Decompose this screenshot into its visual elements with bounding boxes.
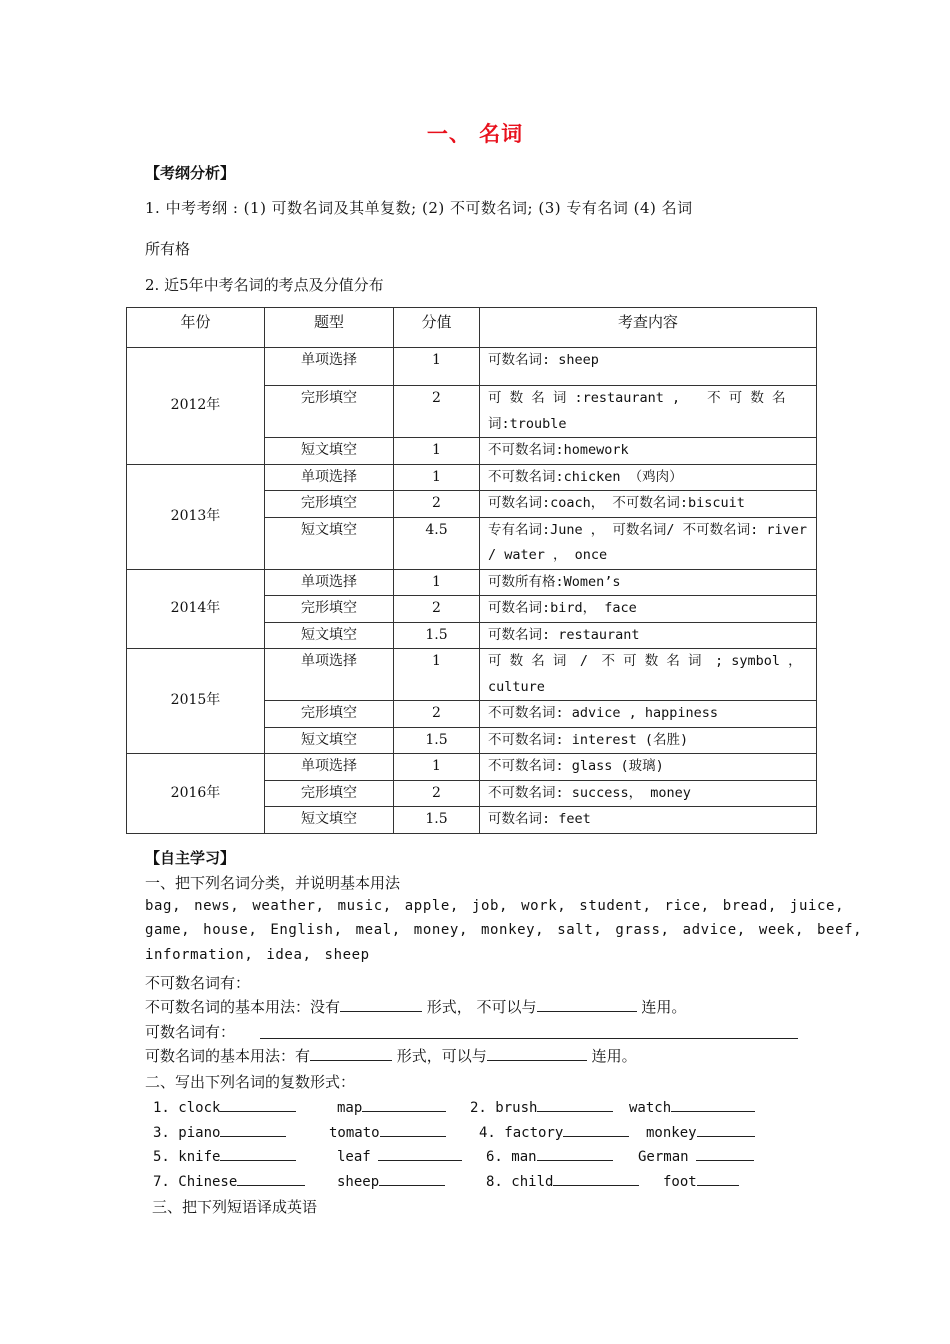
- plural-blank[interactable]: [697, 1122, 755, 1137]
- plural-item: 6. man: [486, 1146, 613, 1165]
- score-cell: 2: [394, 491, 480, 518]
- content-cell: 可数名词: restaurant: [480, 622, 817, 649]
- plural-blank[interactable]: [362, 1097, 446, 1112]
- score-cell: 1: [394, 569, 480, 596]
- header-year: 年份: [127, 308, 265, 348]
- plural-blank[interactable]: [697, 1171, 739, 1186]
- score-cell: 1: [394, 464, 480, 491]
- type-cell: 单项选择: [265, 569, 394, 596]
- type-cell: 完形填空: [265, 701, 394, 728]
- score-cell: 1: [394, 649, 480, 701]
- plural-item: watch: [629, 1097, 755, 1116]
- type-cell: 单项选择: [265, 348, 394, 386]
- uncountable-usage-text-c: 连用。: [636, 998, 687, 1016]
- header-score: 分值: [394, 308, 480, 348]
- plural-item: map: [337, 1097, 446, 1116]
- type-cell: 单项选择: [265, 464, 394, 491]
- content-cell: 不可数名词: glass (玻璃): [480, 754, 817, 781]
- syllabus-item-1-cont: 所有格: [145, 240, 191, 258]
- plural-item: monkey: [646, 1122, 755, 1141]
- plural-item: 5. knife: [153, 1146, 296, 1165]
- uncountable-usage-text-b: 形式， 不可以与: [422, 998, 537, 1016]
- score-cell: 2: [394, 596, 480, 623]
- word-list-line-3: information, idea, sheep: [145, 947, 370, 963]
- plural-blank[interactable]: [220, 1097, 296, 1112]
- score-cell: 1.5: [394, 727, 480, 754]
- plural-item: 7. Chinese: [153, 1171, 305, 1190]
- plural-blank[interactable]: [563, 1122, 629, 1137]
- question-1-title: 一、把下列名词分类，并说明基本用法: [145, 874, 401, 892]
- type-cell: 完形填空: [265, 596, 394, 623]
- header-type: 题型: [265, 308, 394, 348]
- score-distribution-table: [126, 307, 817, 834]
- type-cell: 短文填空: [265, 807, 394, 834]
- plural-blank[interactable]: [379, 1171, 445, 1186]
- score-cell: 1.5: [394, 807, 480, 834]
- type-cell: 短文填空: [265, 727, 394, 754]
- score-cell: 1: [394, 348, 480, 386]
- plural-blank[interactable]: [380, 1122, 446, 1137]
- type-cell: 单项选择: [265, 754, 394, 781]
- content-cell: 可 数 名 词 / 不 可 数 名 词 ; symbol ， culture: [480, 649, 817, 701]
- score-cell: 2: [394, 780, 480, 807]
- content-cell: 可 数 名 词 :restaurant , 不 可 数 名 词:trouble: [480, 386, 817, 438]
- plural-item: 2. brush: [470, 1097, 613, 1116]
- type-cell: 短文填空: [265, 438, 394, 465]
- countable-label: 可数名词有：: [145, 1023, 236, 1041]
- countable-usage-text-c: 连用。: [586, 1047, 637, 1065]
- syllabus-heading: 【考纲分析】: [145, 164, 236, 182]
- content-cell: 专有名词:June ， 可数名词/ 不可数名词: river / water ， once: [480, 517, 817, 569]
- type-cell: 完形填空: [265, 491, 394, 518]
- type-cell: 单项选择: [265, 649, 394, 701]
- syllabus-item-1: 1. 中考考纲 : (1) 可数名词及其单复数; (2) 不可数名词; (3) 专有名词 (4) 名词: [145, 199, 693, 217]
- question-3-title: 三、把下列短语译成英语: [152, 1198, 318, 1216]
- score-cell: 1: [394, 754, 480, 781]
- plural-blank[interactable]: [553, 1171, 639, 1186]
- plural-blank[interactable]: [537, 1146, 613, 1161]
- year-cell: 2015年: [127, 649, 265, 754]
- uncountable-usage-text-a: 不可数名词的基本用法：没有: [145, 998, 341, 1016]
- plural-blank[interactable]: [696, 1146, 754, 1161]
- self-study-heading: 【自主学习】: [145, 849, 236, 867]
- plural-item: tomato: [329, 1122, 446, 1141]
- content-cell: 不可数名词:homework: [480, 438, 817, 465]
- uncountable-label: 不可数名词有：: [145, 974, 251, 992]
- uncountable-usage: [145, 996, 686, 1017]
- plural-blank[interactable]: [220, 1122, 286, 1137]
- word-list-line-1: bag, news, weather, music, apple, job, work, student, rice, bread, juice,: [145, 898, 845, 914]
- type-cell: 完形填空: [265, 386, 394, 438]
- header-content: 考查内容: [480, 308, 817, 348]
- content-cell: 可数名词: feet: [480, 807, 817, 834]
- year-cell: 2016年: [127, 754, 265, 834]
- score-cell: 1: [394, 438, 480, 465]
- plural-blank[interactable]: [378, 1146, 462, 1161]
- score-cell: 2: [394, 386, 480, 438]
- content-cell: 不可数名词: advice , happiness: [480, 701, 817, 728]
- content-cell: 不可数名词:chicken （鸡肉）: [480, 464, 817, 491]
- content-cell: 不可数名词: success， money: [480, 780, 817, 807]
- content-cell: 可数名词:bird， face: [480, 596, 817, 623]
- plural-item: 1. clock: [153, 1097, 296, 1116]
- year-cell: 2012年: [127, 348, 265, 465]
- score-cell: 1.5: [394, 622, 480, 649]
- countable-form-blank[interactable]: [310, 1046, 392, 1061]
- plural-item: sheep: [337, 1171, 445, 1190]
- year-cell: 2014年: [127, 569, 265, 649]
- type-cell: 完形填空: [265, 780, 394, 807]
- plural-blank[interactable]: [220, 1146, 296, 1161]
- content-cell: 可数名词:coach， 不可数名词:biscuit: [480, 491, 817, 518]
- content-cell: 可数名词: sheep: [480, 348, 817, 386]
- type-cell: 短文填空: [265, 517, 394, 569]
- plural-item: foot: [663, 1171, 739, 1190]
- countable-with-blank[interactable]: [487, 1046, 587, 1061]
- uncountable-form-blank[interactable]: [340, 997, 422, 1012]
- score-cell: 2: [394, 701, 480, 728]
- score-cell: 4.5: [394, 517, 480, 569]
- countable-usage-text-b: 形式，可以与: [392, 1047, 487, 1065]
- question-2-title: 二、写出下列名词的复数形式：: [145, 1073, 356, 1091]
- word-list-line-2: game, house, English, meal, money, monkey, salt, grass, advice, week, beef,: [145, 922, 863, 938]
- plural-blank[interactable]: [537, 1097, 613, 1112]
- syllabus-item-2: 2. 近5年中考名词的考点及分值分布: [145, 276, 384, 294]
- plural-item: 3. piano: [153, 1122, 286, 1141]
- plural-blank[interactable]: [671, 1097, 755, 1112]
- plural-item: 8. child: [486, 1171, 639, 1190]
- type-cell: 短文填空: [265, 622, 394, 649]
- countable-usage: [145, 1045, 637, 1066]
- plural-item: 4. factory: [479, 1122, 629, 1141]
- countable-usage-text-a: 可数名词的基本用法：有: [145, 1047, 311, 1065]
- plural-item: German: [638, 1146, 754, 1165]
- page-title: 一、 名词: [426, 121, 524, 146]
- countable-answer-line[interactable]: [260, 1038, 798, 1039]
- year-cell: 2013年: [127, 464, 265, 569]
- plural-blank[interactable]: [237, 1171, 305, 1186]
- content-cell: 可数所有格:Women’s: [480, 569, 817, 596]
- uncountable-with-blank[interactable]: [537, 997, 637, 1012]
- plural-item: leaf: [337, 1146, 462, 1165]
- content-cell: 不可数名词: interest (名胜): [480, 727, 817, 754]
